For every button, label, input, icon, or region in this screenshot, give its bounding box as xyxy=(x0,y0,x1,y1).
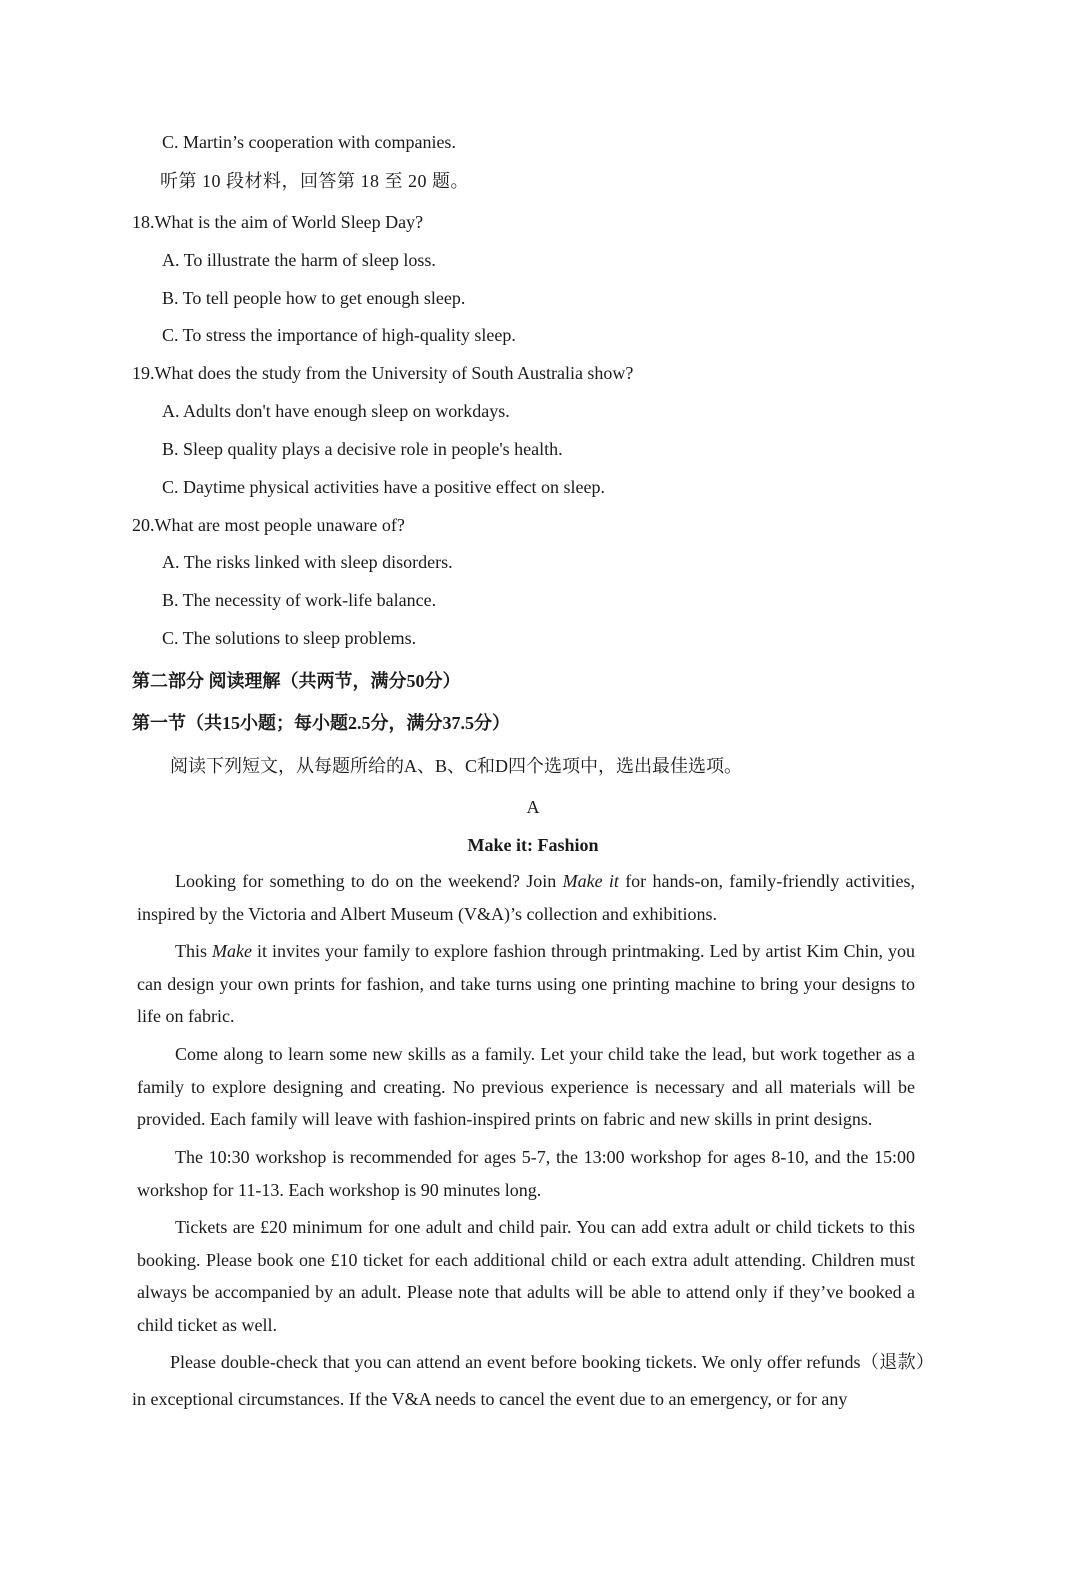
part-heading: 第二部分 阅读理解（共两节，满分50分） xyxy=(132,671,461,691)
p1-italic: Make it xyxy=(562,871,619,891)
section-heading: 第一节（共15小题；每小题2.5分，满分37.5分） xyxy=(132,713,510,733)
p2-text-a: This xyxy=(175,941,213,961)
question-18-stem: 18.What is the aim of World Sleep Day? xyxy=(132,212,424,232)
reading-instruction: 阅读下列短文，从每题所给的A、B、C和D四个选项中，选出最佳选项。 xyxy=(170,756,743,776)
p2-italic: Make xyxy=(212,941,252,961)
question-19-option-a: A. Adults don't have enough sleep on workdays. xyxy=(162,401,510,421)
prev-question-option-c: C. Martin’s cooperation with companies. xyxy=(162,132,456,152)
question-19-stem: 19.What does the study from the University of South Australia show? xyxy=(132,363,634,383)
question-19-option-b: B. Sleep quality plays a decisive role in people's health. xyxy=(162,439,563,459)
question-20-stem: 20.What are most people unaware of? xyxy=(132,515,405,535)
question-20-option-c: C. The solutions to sleep problems. xyxy=(162,628,417,648)
p2-text-b: it invites your family to explore fashion through printmaking. Led by artist Kim Chin, you can design your own prints for fashion, and take turns using one printing machine to bring your designs to life on fabric. xyxy=(137,941,915,1026)
question-18-option-c: C. To stress the importance of high-quality sleep. xyxy=(162,325,516,345)
p1-text-a: Looking for something to do on the weekend? Join xyxy=(175,871,563,891)
listening-instruction: 听第 10 段材料，回答第 18 至 20 题。 xyxy=(160,171,469,191)
question-18-option-a: A. To illustrate the harm of sleep loss. xyxy=(162,250,436,270)
passage-paragraph-4: The 10:30 workshop is recommended for ages 5-7, the 13:00 workshop for ages 8-10, and the 15:00 workshop for 11-13. Each workshop is 90 minutes long. xyxy=(137,1147,915,1200)
question-20-option-b: B. The necessity of work-life balance. xyxy=(162,590,437,610)
question-20-option-a: A. The risks linked with sleep disorders. xyxy=(162,552,453,572)
passage-paragraph-1 xyxy=(137,865,915,930)
passage-paragraph-5: Tickets are £20 minimum for one adult and child pair. You can add extra adult or child tickets to this booking. Please book one £10 ticket for each additional child or each extra adult attending. Children must always be accompanied by an adult. Please note that adults will be able to attend only if they’ve booked a child ticket as well. xyxy=(137,1217,915,1335)
p1-text-b: for hands-on, family-friendly activities, inspired by the Victoria and Albert Museum (V&A)’s collection and exhibitions. xyxy=(137,871,915,924)
passage-title: Make it: Fashion xyxy=(467,835,599,855)
question-18-option-b: B. To tell people how to get enough sleep. xyxy=(162,288,466,308)
passage-paragraph-6: Please double-check that you can attend an event before booking tickets. We only offer refunds（退款）in exceptional circumstances. If the V&A needs to cancel the event due to an emergency, or for any xyxy=(132,1352,934,1409)
passage-label: A xyxy=(526,797,540,817)
passage-paragraph-2 xyxy=(137,935,915,1033)
passage-paragraph-3: Come along to learn some new skills as a family. Let your child take the lead, but work together as a family to explore designing and creating. No previous experience is necessary and all materials will be provided. Each family will leave with fashion-inspired prints on fabric and new skills in print designs. xyxy=(137,1044,915,1129)
question-19-option-c: C. Daytime physical activities have a positive effect on sleep. xyxy=(162,477,606,497)
